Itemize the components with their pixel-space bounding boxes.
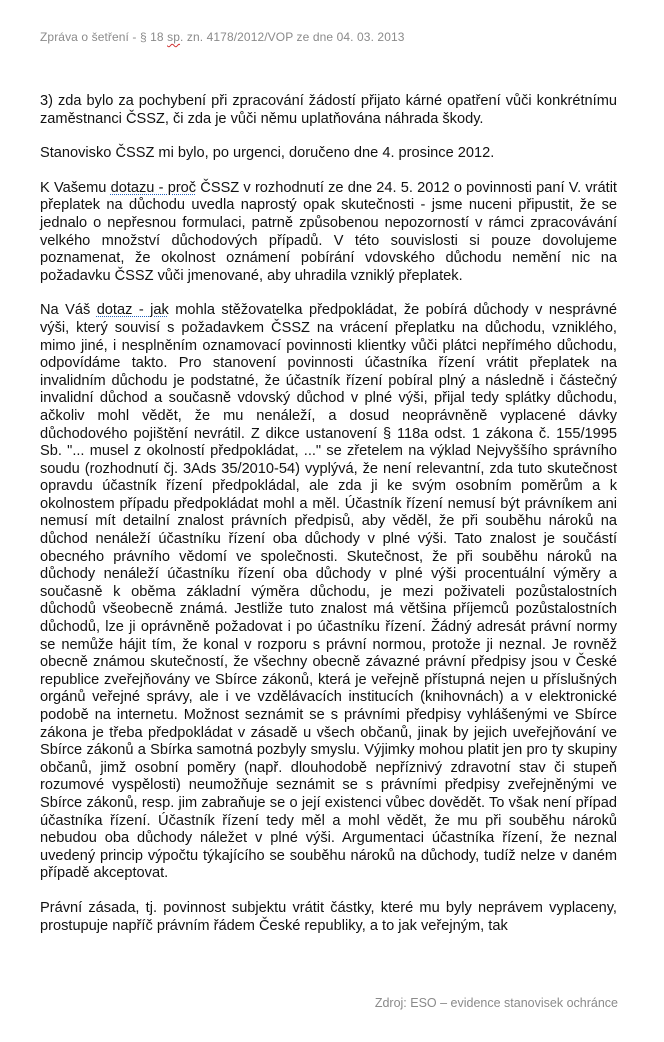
paragraph-question-3: 3) zda bylo za pochybení při zpracování žádostí přijato kárné opatření vůči konkrétnímu zaměstnanci ČSSZ, či zda je vůči němu uplatňována náhrada škody. bbox=[40, 93, 617, 127]
paragraph-legal-principle: Právní zásada, tj. povinnost subjektu vrátit částky, které mu byly neprávem vyplaceny, prostupuje napříč právním řádem České republiky, a to jak veřejným, tak bbox=[40, 899, 617, 934]
source-footer: Zdroj: ESO – evidence stanovisek ochránce bbox=[374, 996, 618, 1010]
page-header bbox=[40, 30, 405, 44]
paragraph-answer-how bbox=[40, 302, 617, 883]
paragraph-answer-how-rest: mohla stěžovatelka předpokládat, že pobírá důchody v nesprávné výši, který souvisí s požadavkem ČSSZ na vrácení přeplatku na důchodu, vzniklého, mimo jiné, i nesplněním oznamovací povinnosti klientky vůči plátci nepřímého důchodu, odpovídáme takto. Pro stanovení povinnosti účastníka řízení vrátit přeplatek na invalidním důchodu je podstatné, že účastník řízení pobíral plný a následně i částečný invalidní důchod a současně vdovský důchod v plné výši, přijal tedy splátky důchodu, ačkoliv mohl vědět, že mu nenáleží, a dosud neoprávněně vyplacené dávky důchodového pojištění nevrátil. Z dikce ustanovení § 118a odst. 1 zákona č. 155/1995 Sb. "... musel z okolností předpokládat, ..." se zřetelem na výklad Nejvyššího správního soudu (rozhodnutí čj. 3Ads 35/2010-54) vyplývá, že není relevantní, zda tuto skutečnost opravdu účastník řízení předpokládal, ale zda ji ke svým osobním poměrům a k okolnostem případu předpokládat mohl a měl. Účastník řízení nemusí být právníkem ani nemusí mít detailní znalost právních předpisů, aby věděl, že při souběhu nároků na důchod nenáleží účastníku řízení oba důchody v plné výši. Tato znalost je součástí obecného právního vědomí ve společnosti. Skutečnost, že při souběhu nároků na důchody nenáleží účastníku řízení oba důchody v plné výši procentuální výměry a současně k oběma základní výměra důchodu, je mezi poživateli pozůstalostních důchodů všeobecně známá. Jestliže tuto znalost má většina příjemců pozůstalostních důchodů, lze ji oprávněně požadovat i po účastníku řízení. Žádný adresát právní normy se nemůže hájit tím, že konal v rozporu s právní normou, protože ji neznal. Je rovněž obecně známou skutečností, že všechny obecně závazné právní předpisy jsou v České republice zveřejňovány ve Sbírce zákonů, která je veřejně přístupná nejen u příslušných orgánů veřejné správy, ale i ve vzdělávacích institucích (knihovnách) a v elektronické podobě na internetu. Možnost seznámit se s právními předpisy vyhlášenými ve Sbírce zákona je třeba předpokládat v zásadě u všech občanů, jinak by jejich uveřejňování ve Sbírce zákonů a Sbírka samotná pozbyly smyslu. Výjimky mohou platit jen pro ty skupiny občanů, jimž osobní poměry (např. dlouhodobě nepříznivý zdravotní stav či stupeň rozumové vyspělosti) neumožňuje seznámit se s právními předpisy zveřejněnými ve Sbírce zákonů, resp. jim zabraňuje se o její existenci vůbec dovědět. To však není případ účastníka řízení. Účastník řízení tedy měl a mohl vědět, že mu při souběhu nároků nebudou oba důchody náležet v plné výši. Argumentaci účastníka řízení, že neznal uvedený princip výpočtu týkajícího se souběhu nároků na důchody, tudíž nelze v daném případě akceptovat. bbox=[40, 302, 617, 882]
paragraph-statement-delivery: Stanovisko ČSSZ mi bylo, po urgenci, doručeno dne 4. prosince 2012. bbox=[40, 145, 495, 162]
underlined-dotaz: dotaz - jak bbox=[96, 302, 169, 319]
underlined-dotazu: dotazu - proč bbox=[110, 179, 197, 196]
header-text-end: . zn. 4178/2012/VOP ze dne 04. 03. 2013 bbox=[180, 30, 405, 44]
paragraph-answer-why bbox=[40, 180, 617, 286]
paragraph-answer-how-start: Na Váš bbox=[40, 302, 97, 319]
document-body bbox=[40, 93, 617, 952]
spellcheck-flagged-word: sp bbox=[167, 30, 181, 44]
header-text-start: Zpráva o šetření - § 18 bbox=[40, 30, 168, 44]
paragraph-answer-why-rest: ČSSZ v rozhodnutí ze dne 24. 5. 2012 o povinnosti paní V. vrátit přeplatek na důchodu uvedla naprostý opak skutečnosti - jsme nuceni připustit, že se jednalo o nepřesnou formulaci, patrně způsobenou nepozorností v rámci zpracovávání velkého množství důchodových případů. V této souvislosti si pouze dovolujeme poznamenat, že okolnost oznámení pobírání vdovského důchodu nemění nic na požadavku ČSSZ vůči jmenované, aby uhradila vzniklý přeplatek. bbox=[40, 179, 617, 284]
paragraph-answer-why-start: K Vašemu bbox=[40, 179, 111, 196]
